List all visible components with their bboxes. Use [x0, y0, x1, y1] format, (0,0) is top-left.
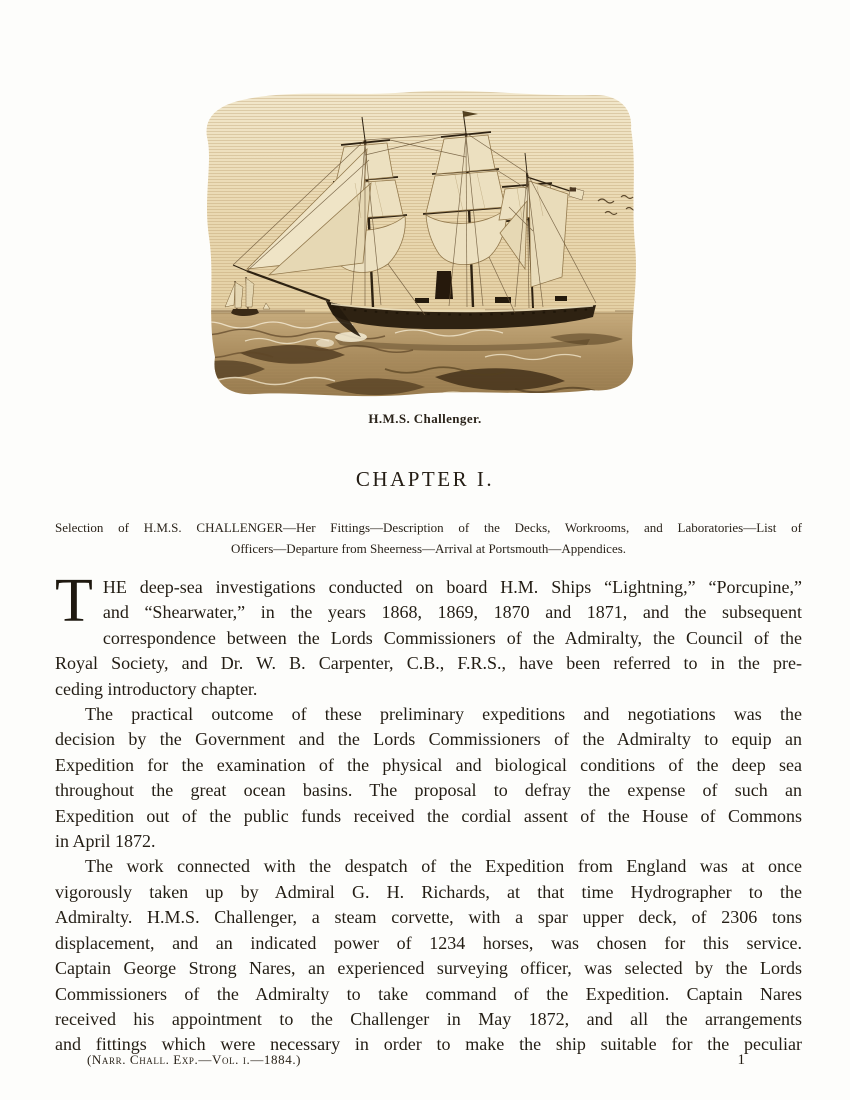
text-line: The work connected with the despatch of the Expedition from England was at once [85, 856, 802, 877]
paragraph [55, 854, 802, 1057]
page-footer [55, 1052, 802, 1069]
text-line: correspondence between the Lords Commissioners of the Admiralty, the Council of the [102, 627, 802, 648]
text-line: vigorously taken up by Admiral G. H. Richards, at that time Hydrographer to the [55, 881, 802, 902]
text-line: and fittings which were necessary in order to make the ship suitable for the peculiar [55, 1034, 802, 1055]
hatching-texture [185, 85, 665, 313]
text-line: Expedition out of the public funds received the cordial assent of the House of Commons [55, 805, 802, 826]
ship-figure [0, 85, 850, 427]
text-line: Admiralty. H.M.S. Challenger, a steam corvette, with a spar upper deck, of 2306 tons [55, 907, 802, 928]
text-line: and “Shearwater,” in the years 1868, 1869, 1870 and 1871, and the subsequent [102, 602, 802, 623]
chapter-heading: CHAPTER I. [355, 467, 495, 491]
text-line: throughout the great ocean basins. The proposal to defray the expense of such an [55, 780, 802, 801]
summary-line: Selection of H.M.S. CHALLENGER—Her Fittings—Description of the Decks, Workrooms, and Laboratories—List of [55, 520, 802, 535]
figure-caption: H.M.S. Challenger. [368, 411, 482, 426]
paragraph [55, 567, 802, 702]
ship-engraving-illustration [185, 85, 665, 407]
text-line: HE deep-sea investigations conducted on board H.M. Ships “Lightning,” “Porcupine,” [102, 577, 802, 597]
imprint: (Narr. Chall. Exp.—Vol. i.—1884.) [87, 1052, 302, 1067]
chapter-summary [55, 517, 802, 559]
text-line: Captain George Strong Nares, an experienced surveying officer, was selected by the Lords [55, 958, 802, 979]
page-number: 1 [737, 1052, 745, 1068]
body-text [55, 567, 802, 1058]
text-line: decision by the Government and the Lords Commissioners of the Admiralty to equip an [55, 729, 802, 750]
paragraph [55, 702, 802, 854]
drop-cap: T [55, 567, 93, 635]
text-line: ceding introductory chapter. [55, 678, 258, 699]
text-line: Commissioners of the Admiralty to take command of the Expedition. Captain Nares [55, 983, 802, 1004]
text-line: The practical outcome of these preliminary expeditions and negotiations was the [85, 704, 802, 725]
text-line: displacement, and an indicated power of 1234 horses, was chosen for this service. [55, 932, 802, 953]
text-line: Royal Society, and Dr. W. B. Carpenter, C.B., F.R.S., have been referred to in the pre- [55, 653, 802, 674]
summary-line: Officers—Departure from Sheerness—Arrival at Portsmouth—Appendices. [230, 541, 627, 556]
text-line: received his appointment to the Challenger in May 1872, and all the arrangements [55, 1008, 802, 1029]
text-line: in April 1872. [55, 831, 156, 852]
text-line: Expedition for the examination of the physical and biological conditions of the deep sea [55, 754, 802, 775]
sky [185, 85, 665, 313]
